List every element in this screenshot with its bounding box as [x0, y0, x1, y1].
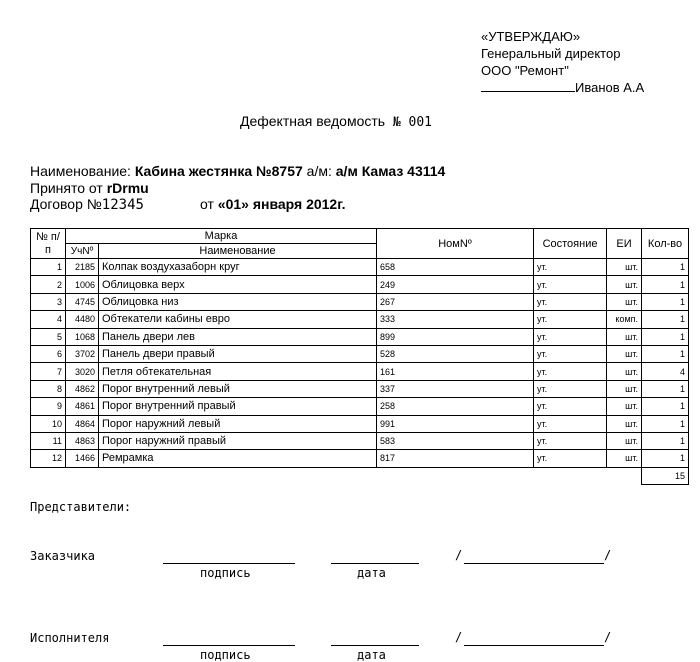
cell-unit: комп. — [607, 311, 642, 328]
cell-qty: 1 — [642, 311, 689, 328]
cell-unit: шт. — [607, 450, 642, 467]
executor-name-line — [464, 645, 604, 646]
cell-code: 2185 — [66, 259, 99, 276]
table-row — [31, 398, 689, 415]
cell-qty: 1 — [642, 293, 689, 310]
cell-name: Порог наружний левый — [99, 415, 377, 432]
table-row — [31, 276, 689, 293]
cell-nom: 333 — [377, 311, 534, 328]
header-nom: НомNº — [377, 229, 534, 259]
cell-num: 3 — [31, 293, 66, 310]
customer-slash-left: / — [455, 548, 463, 562]
executor-date-line — [331, 645, 419, 646]
cell-name: Порог внутренний левый — [99, 380, 377, 397]
approval-block — [481, 28, 644, 96]
table-row — [31, 432, 689, 449]
cell-name: Ремрамка — [99, 450, 377, 467]
cell-nom: 267 — [377, 293, 534, 310]
customer-signature-line — [163, 563, 295, 564]
table-body — [31, 259, 689, 468]
cell-num: 2 — [31, 276, 66, 293]
table-row — [31, 450, 689, 467]
cell-qty: 1 — [642, 398, 689, 415]
received-label: Принято от — [30, 180, 103, 196]
cell-num: 5 — [31, 328, 66, 345]
approval-signature-row — [481, 79, 644, 96]
name-label: Наименование: — [30, 163, 131, 179]
contract-line — [30, 195, 144, 214]
cell-nom: 161 — [377, 363, 534, 380]
table-row — [31, 328, 689, 345]
cell-unit: шт. — [607, 328, 642, 345]
name-value: Кабина жестянка №8757 — [134, 163, 303, 179]
cell-nom: 899 — [377, 328, 534, 345]
cell-num: 1 — [31, 259, 66, 276]
cell-qty: 1 — [642, 432, 689, 449]
cell-state: ут. — [534, 259, 607, 276]
cell-num: 10 — [31, 415, 66, 432]
table-row — [31, 363, 689, 380]
table-row — [31, 380, 689, 397]
cell-name: Петля обтекательная — [99, 363, 377, 380]
cell-state: ут. — [534, 311, 607, 328]
document-title — [0, 113, 672, 130]
cell-code: 1068 — [66, 328, 99, 345]
executor-signature-line — [163, 645, 295, 646]
cell-name: Порог внутренний правый — [99, 398, 377, 415]
defect-table — [30, 228, 689, 485]
customer-date-line — [331, 563, 419, 564]
total-spacer — [31, 467, 642, 484]
cell-name: Панель двери правый — [99, 345, 377, 362]
title-text: Дефектная ведомость — [239, 113, 386, 129]
cell-name: Обтекатели кабины евро — [99, 311, 377, 328]
vehicle-label: а/м: — [306, 163, 332, 179]
table-row — [31, 415, 689, 432]
cell-qty: 1 — [642, 259, 689, 276]
name-line — [30, 162, 445, 180]
title-number: № 001 — [392, 115, 432, 130]
cell-state: ут. — [534, 380, 607, 397]
cell-code: 4861 — [66, 398, 99, 415]
executor-label: Исполнителя — [30, 631, 110, 645]
contract-date: «01» января 2012г. — [217, 196, 346, 212]
header-unit: ЕИ — [607, 229, 642, 259]
cell-nom: 249 — [377, 276, 534, 293]
executor-slash-right: / — [604, 630, 612, 644]
cell-qty: 1 — [642, 345, 689, 362]
cell-nom: 817 — [377, 450, 534, 467]
cell-code: 4862 — [66, 380, 99, 397]
cell-unit: шт. — [607, 432, 642, 449]
cell-name: Колпак воздухазаборн круг — [99, 259, 377, 276]
cell-nom: 658 — [377, 259, 534, 276]
signature-line — [481, 79, 575, 92]
total-qty: 15 — [642, 467, 689, 484]
cell-state: ут. — [534, 415, 607, 432]
cell-qty: 1 — [642, 415, 689, 432]
customer-date-caption: дата — [357, 566, 386, 580]
cell-name: Порог наружний правый — [99, 432, 377, 449]
contract-date-line — [200, 195, 346, 213]
header-code: УчNº — [66, 244, 99, 259]
representatives-label: Представители: — [30, 500, 132, 514]
approval-signer: Иванов А.А — [575, 80, 645, 95]
cell-state: ут. — [534, 293, 607, 310]
cell-state: ут. — [534, 276, 607, 293]
cell-code: 3020 — [66, 363, 99, 380]
executor-slash-left: / — [455, 630, 463, 644]
customer-label: Заказчика — [30, 549, 96, 563]
cell-state: ут. — [534, 363, 607, 380]
cell-state: ут. — [534, 328, 607, 345]
table-row — [31, 345, 689, 362]
table-row — [31, 259, 689, 276]
cell-qty: 1 — [642, 276, 689, 293]
customer-name-line — [464, 563, 604, 564]
cell-state: ут. — [534, 432, 607, 449]
cell-nom: 991 — [377, 415, 534, 432]
cell-nom: 258 — [377, 398, 534, 415]
approval-position: Генеральный директор — [481, 46, 621, 61]
cell-code: 1466 — [66, 450, 99, 467]
cell-unit: шт. — [607, 415, 642, 432]
cell-nom: 583 — [377, 432, 534, 449]
vehicle-value: а/м Камаз 43114 — [335, 163, 446, 179]
header-qty: Кол-во — [642, 229, 689, 259]
header-name: Наименование — [99, 244, 377, 259]
cell-code: 4480 — [66, 311, 99, 328]
cell-qty: 4 — [642, 363, 689, 380]
cell-qty: 1 — [642, 380, 689, 397]
cell-state: ут. — [534, 345, 607, 362]
cell-code: 1006 — [66, 276, 99, 293]
cell-state: ут. — [534, 398, 607, 415]
table-row — [31, 311, 689, 328]
cell-code: 4745 — [66, 293, 99, 310]
header-state: Состояние — [534, 229, 607, 259]
executor-signature-caption: подпись — [200, 648, 251, 662]
customer-slash-right: / — [604, 548, 612, 562]
approval-company: ООО "Ремонт" — [481, 63, 569, 78]
cell-qty: 1 — [642, 450, 689, 467]
cell-num: 12 — [31, 450, 66, 467]
header-mark: Марка — [66, 229, 377, 244]
cell-num: 8 — [31, 380, 66, 397]
contract-label: Договор № — [30, 196, 102, 212]
cell-unit: шт. — [607, 398, 642, 415]
cell-nom: 337 — [377, 380, 534, 397]
cell-name: Облицовка низ — [99, 293, 377, 310]
from-label: от — [200, 196, 214, 212]
table-row — [31, 293, 689, 310]
cell-num: 6 — [31, 345, 66, 362]
cell-num: 11 — [31, 432, 66, 449]
cell-unit: шт. — [607, 276, 642, 293]
customer-signature-caption: подпись — [200, 566, 251, 580]
approval-stamp: «УТВЕРЖДАЮ» — [481, 29, 581, 44]
cell-code: 3702 — [66, 345, 99, 362]
cell-code: 4863 — [66, 432, 99, 449]
cell-num: 7 — [31, 363, 66, 380]
cell-name: Панель двери лев — [99, 328, 377, 345]
header-num: № п/п — [31, 229, 66, 259]
executor-date-caption: дата — [357, 648, 386, 662]
cell-num: 4 — [31, 311, 66, 328]
cell-unit: шт. — [607, 380, 642, 397]
cell-qty: 1 — [642, 328, 689, 345]
cell-unit: шт. — [607, 259, 642, 276]
cell-nom: 528 — [377, 345, 534, 362]
cell-num: 9 — [31, 398, 66, 415]
cell-unit: шт. — [607, 345, 642, 362]
cell-code: 4864 — [66, 415, 99, 432]
received-value: rDrmu — [106, 180, 149, 196]
cell-unit: шт. — [607, 293, 642, 310]
cell-state: ут. — [534, 450, 607, 467]
contract-number: 12345 — [101, 197, 144, 213]
cell-name: Облицовка верх — [99, 276, 377, 293]
cell-unit: шт. — [607, 363, 642, 380]
